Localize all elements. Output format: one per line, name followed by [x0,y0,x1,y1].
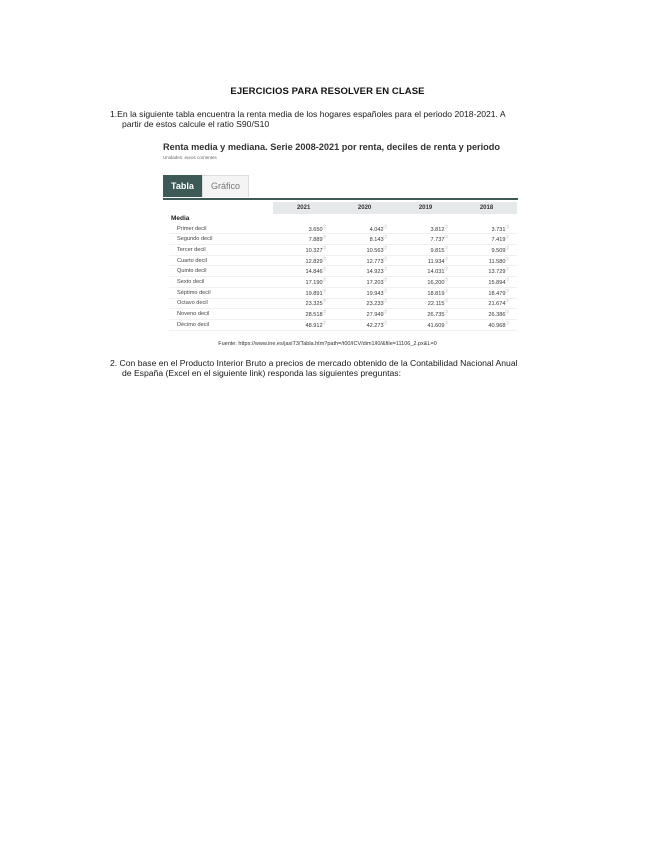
decile-label: Quinto decil [169,266,273,277]
tab-tabla[interactable]: Tabla [163,175,202,197]
cell-value: 23.325 [305,301,323,308]
cell-value: 15.894 [488,279,506,286]
cell-value: 26.386 [488,311,506,318]
note-marker-icon: ⓘ [444,235,448,240]
table-cell [334,319,395,330]
note-marker-icon: ⓘ [444,245,448,250]
table-row [169,266,517,277]
table-cell [273,234,334,245]
note-marker-icon: ⓘ [322,320,327,325]
cell-value: 41.609 [427,322,445,329]
table-cell [456,224,517,234]
note-marker-icon: ⓘ [322,288,327,293]
note-marker-icon: ⓘ [505,288,509,293]
decile-label: Primer decil [169,224,273,234]
table-cell [456,266,517,277]
table-cell [273,319,334,330]
table-cell [273,298,334,309]
note-marker-icon: ⓘ [383,235,388,240]
table-cell [456,277,517,288]
note-marker-icon: ⓘ [505,224,509,229]
note-marker-icon: ⓘ [383,299,388,304]
note-marker-icon: ⓘ [322,256,327,261]
exercise-2 [110,358,570,378]
note-marker-icon: ⓘ [322,245,327,250]
table-cell [456,287,517,298]
cell-value: 19.891 [305,290,323,297]
cell-value: 13.729 [488,269,506,276]
section-label: Media [171,215,190,223]
cell-value: 8.143 [369,237,384,244]
tab-grafico[interactable]: Gráfico [202,175,249,197]
exercise-2-line-1: 2. Con base en el Producto Interior Bruto a precios de mercado obtenido de la Contabilidad Nacional Anual [110,358,518,368]
cell-value: 26.735 [427,311,445,318]
cell-value: 27.949 [366,311,384,318]
table-cell [395,245,456,256]
table-units: Unidades: euros corrientes [163,155,217,160]
embedded-table-screenshot [163,142,523,329]
cell-value: 12.773 [366,258,384,265]
cell-value: 18.479 [488,290,506,297]
decile-label: Cuarto decil [169,255,273,266]
table-cell [334,298,395,309]
cell-value: 23.233 [366,301,384,308]
table-row [169,224,517,234]
header-year: 2019 [395,202,456,214]
table-cell [395,298,456,309]
note-marker-icon: ⓘ [444,224,448,229]
cell-value: 3.812 [430,226,445,233]
table-cell [273,224,334,234]
decile-label: Segundo decil [169,234,273,245]
table-cell [456,298,517,309]
note-marker-icon: ⓘ [383,256,388,261]
cell-value: 14.031 [427,269,445,276]
exercise-1-line-2: partir de estos calcule el ratio S90/S10 [122,119,270,129]
table-row [169,319,517,330]
note-marker-icon: ⓘ [505,256,509,261]
cell-value: 7.889 [308,237,323,244]
cell-value: 17.190 [305,279,323,286]
cell-value: 10.327 [305,247,323,254]
income-deciles-table [169,202,517,331]
table-cell [273,287,334,298]
header-year: 2021 [273,202,334,214]
table-cell [395,319,456,330]
header-year: 2020 [334,202,395,214]
table-row [169,277,517,288]
note-marker-icon: ⓘ [444,256,448,261]
cell-value: 48.912 [305,322,323,329]
note-marker-icon: ⓘ [383,224,388,229]
note-marker-icon: ⓘ [505,320,509,325]
note-marker-icon: ⓘ [322,278,327,283]
note-marker-icon: ⓘ [322,310,327,315]
note-marker-icon: ⓘ [444,299,448,304]
cell-value: 12.829 [305,258,323,265]
note-marker-icon: ⓘ [505,235,509,240]
exercise-2-line-2: de España (Excel en el siguiente link) responda las siguientes preguntas: [122,368,401,378]
cell-value: 40.968 [488,322,506,329]
table-cell [456,255,517,266]
cell-value: 18.819 [427,290,445,297]
note-marker-icon: ⓘ [444,288,448,293]
table-cell [456,234,517,245]
exercise-1-line-1: 1.En la siguiente tabla encuentra la renta media de los hogares españoles para el periodo 2018-2021. A [110,109,506,119]
decile-label: Sexto decil [169,277,273,288]
note-marker-icon: ⓘ [444,278,448,283]
exercise-1 [110,109,570,129]
cell-value: 19.943 [366,290,384,297]
cell-value: 10.563 [366,247,384,254]
header-year: 2018 [456,202,517,214]
table-row [169,234,517,245]
cell-value: 7.419 [491,237,506,244]
note-marker-icon: ⓘ [383,245,388,250]
cell-value: 7.737 [430,237,445,244]
table-cell [395,277,456,288]
table-cell [395,287,456,298]
table-cell [456,319,517,330]
table-cell [273,277,334,288]
table-row [169,287,517,298]
cell-value: 16.200 [427,279,445,286]
cell-value: 42.273 [366,322,384,329]
table-cell [334,245,395,256]
table-cell [334,277,395,288]
table-title: Renta media y mediana. Serie 2008-2021 por renta, deciles de renta y periodo [163,142,501,152]
note-marker-icon: ⓘ [383,278,388,283]
note-marker-icon: ⓘ [322,267,327,272]
table-cell [395,266,456,277]
table-cell [456,245,517,256]
source-link[interactable]: Fuente: https://www.ine.es/jaxiT3/Tabla.htm?path=/t00/ICV/dim1/l0/&file=11106_2.px&L=0 [218,341,437,347]
note-marker-icon: ⓘ [322,224,327,229]
decile-label: Tercer decil [169,245,273,256]
cell-value: 21.674 [488,301,506,308]
table-cell [334,224,395,234]
note-marker-icon: ⓘ [505,299,509,304]
table-cell [334,255,395,266]
cell-value: 22.115 [427,301,445,308]
table-header-row [169,202,517,214]
table-cell [273,266,334,277]
cell-value: 11.934 [427,258,445,265]
table-cell [334,266,395,277]
decile-label: Noveno decil [169,309,273,320]
decile-label: Octavo decil [169,298,273,309]
table-cell [456,309,517,320]
cell-value: 17.203 [366,279,384,286]
note-marker-icon: ⓘ [383,310,388,315]
table-cell [273,255,334,266]
cell-value: 9.815 [430,247,445,254]
note-marker-icon: ⓘ [322,299,327,304]
cell-value: 3.650 [308,226,323,233]
header-blank [169,202,273,214]
note-marker-icon: ⓘ [383,267,388,272]
note-marker-icon: ⓘ [383,288,388,293]
table-cell [395,309,456,320]
table-row [169,245,517,256]
table-row [169,255,517,266]
page-heading: EJERCICIOS PARA RESOLVER EN CLASE [230,86,425,97]
note-marker-icon: ⓘ [383,320,388,325]
cell-value: 9.509 [491,247,506,254]
table-row [169,298,517,309]
decile-label: Séptimo decil [169,287,273,298]
note-marker-icon: ⓘ [322,235,327,240]
table-cell [395,224,456,234]
note-marker-icon: ⓘ [444,310,448,315]
note-marker-icon: ⓘ [444,267,448,272]
section-row [169,214,517,224]
table-cell [334,309,395,320]
cell-value: 14.846 [305,269,323,276]
note-marker-icon: ⓘ [505,310,509,315]
table-cell [395,255,456,266]
table-row [169,309,517,320]
cell-value: 3.731 [491,226,506,233]
decile-label: Décimo decil [169,319,273,330]
cell-value: 11.580 [488,258,506,265]
table-cell [395,234,456,245]
note-marker-icon: ⓘ [444,320,448,325]
cell-value: 28.518 [305,311,323,318]
cell-value: 4.042 [369,226,384,233]
note-marker-icon: ⓘ [505,278,509,283]
note-marker-icon: ⓘ [505,267,509,272]
note-marker-icon: ⓘ [505,245,509,250]
table-cell [334,287,395,298]
table-cell [273,309,334,320]
view-tabs [163,174,518,200]
cell-value: 14.923 [366,269,384,276]
table-cell [273,245,334,256]
table-cell [334,234,395,245]
